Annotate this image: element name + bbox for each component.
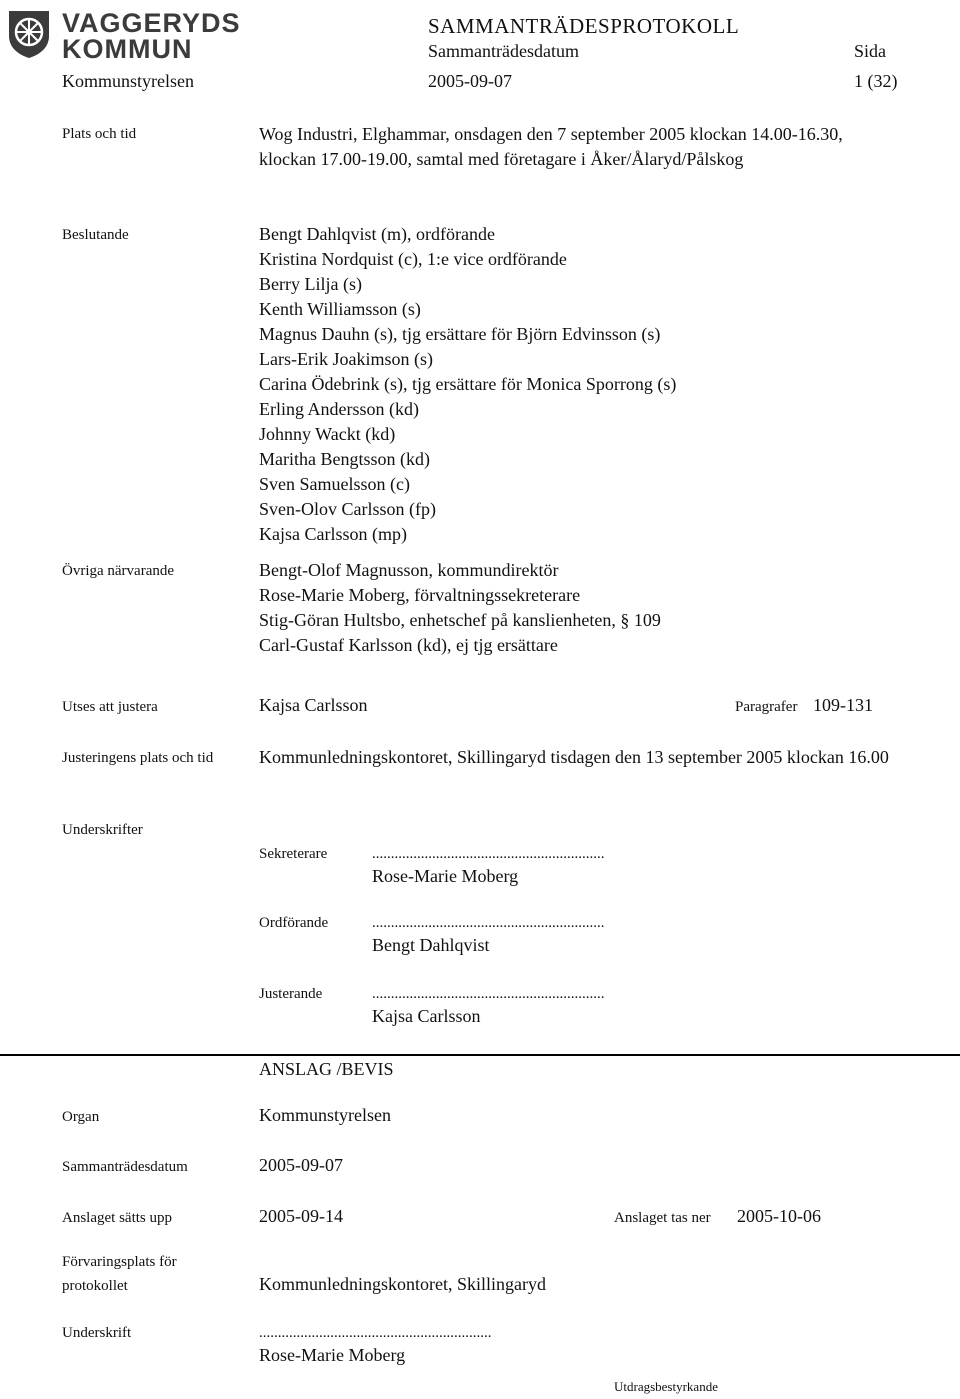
list-item: Bengt Dahlqvist (m), ordförande [259, 224, 495, 244]
list-item: Magnus Dauhn (s), tjg ersättare för Björn Edvinsson (s) [259, 324, 661, 344]
list-item: Johnny Wackt (kd) [259, 424, 396, 444]
signature-line: .............................................................. [372, 846, 605, 862]
signature-role-adjuster: Justerande [259, 986, 323, 1002]
list-item: Carl-Gustaf Karlsson (kd), ej tjg ersättare [259, 635, 558, 655]
removed-label: Anslaget tas ner [614, 1210, 711, 1226]
notice-signature-name: Rose-Marie Moberg [259, 1345, 406, 1365]
signature-name-chair: Bengt Dahlqvist [372, 935, 490, 955]
list-item: Kajsa Carlsson (mp) [259, 524, 407, 544]
list-item: Carina Ödebrink (s), tjg ersättare för Monica Sporrong (s) [259, 374, 677, 394]
place-label: Plats och tid [62, 126, 137, 142]
page-number: 1 (32) [854, 71, 898, 91]
list-item: Berry Lilja (s) [259, 274, 362, 294]
list-item: Bengt-Olof Magnusson, kommundirektör [259, 560, 559, 580]
list-item: Rose-Marie Moberg, förvaltningssekreterare [259, 585, 581, 605]
committee-name: Kommunstyrelsen [62, 71, 194, 91]
deciding-list [259, 222, 676, 547]
signature-label: Underskrift [62, 1325, 132, 1341]
organ-value: Kommunstyrelsen [259, 1105, 391, 1125]
others-label: Övriga närvarande [62, 563, 175, 579]
list-item: Sven Samuelsson (c) [259, 474, 410, 494]
deciding-label: Beslutande [62, 227, 129, 243]
org-name-line1: VAGGERYDS [62, 8, 241, 38]
coat-of-arms-icon [6, 8, 52, 60]
signature-name-adjuster: Kajsa Carlsson [372, 1006, 481, 1026]
signatures-label: Underskrifter [62, 822, 143, 838]
signature-line: .............................................................. [372, 986, 605, 1002]
signature-line: .............................................................. [259, 1325, 492, 1341]
org-name-line2: KOMMUN [62, 34, 193, 64]
removed-value: 2005-10-06 [737, 1206, 821, 1226]
list-item: Erling Andersson (kd) [259, 399, 419, 419]
adjust-place-value: Kommunledningskontoret, Skillingaryd tisdagen den 13 september 2005 klockan 16.00 [259, 747, 889, 767]
signature-name-secretary: Rose-Marie Moberg [372, 866, 519, 886]
meeting-date: 2005-09-07 [428, 71, 512, 91]
others-list [259, 558, 661, 658]
list-item: Sven-Olov Carlsson (fp) [259, 499, 436, 519]
list-item: Stig-Göran Hultsbo, enhetschef på kanslienheten, § 109 [259, 610, 661, 630]
signature-role-secretary: Sekreterare [259, 846, 328, 862]
section-divider [0, 1054, 960, 1056]
paragraphs-value: 109-131 [813, 695, 873, 715]
notice-date-value: 2005-09-07 [259, 1155, 343, 1175]
notice-date-label: Sammanträdesdatum [62, 1159, 188, 1175]
posted-value: 2005-09-14 [259, 1206, 343, 1226]
meeting-date-label: Sammanträdesdatum [428, 41, 579, 61]
storage-label-1: Förvaringsplats för [62, 1254, 177, 1270]
storage-value: Kommunledningskontoret, Skillingaryd [259, 1274, 546, 1294]
page-label: Sida [854, 41, 887, 61]
posted-label: Anslaget sätts upp [62, 1210, 172, 1226]
adjuster-label: Utses att justera [62, 699, 158, 715]
list-item: Kristina Nordquist (c), 1:e vice ordförande [259, 249, 567, 269]
place-value: Wog Industri, Elghammar, onsdagen den 7 september 2005 klockan 14.00-16.30, klockan 17.00-19.00, samtal med företagare i Åker/Ålaryd/Pålskog [259, 124, 843, 169]
signature-line: .............................................................. [372, 915, 605, 931]
municipality-logo [6, 6, 241, 66]
footer-extract-certified: Utdragsbestyrkande [614, 1379, 718, 1394]
adjuster-value: Kajsa Carlsson [259, 695, 368, 715]
signature-role-chair: Ordförande [259, 915, 329, 931]
paragraphs-label: Paragrafer [735, 699, 798, 715]
storage-label-2: protokollet [62, 1278, 128, 1294]
list-item: Lars-Erik Joakimson (s) [259, 349, 433, 369]
notice-title: ANSLAG /BEVIS [259, 1059, 394, 1079]
list-item: Kenth Williamsson (s) [259, 299, 421, 319]
adjust-place-label: Justeringens plats och tid [62, 750, 214, 766]
list-item: Maritha Bengtsson (kd) [259, 449, 430, 469]
document-title: SAMMANTRÄDESPROTOKOLL [428, 14, 740, 38]
organ-label: Organ [62, 1109, 100, 1125]
